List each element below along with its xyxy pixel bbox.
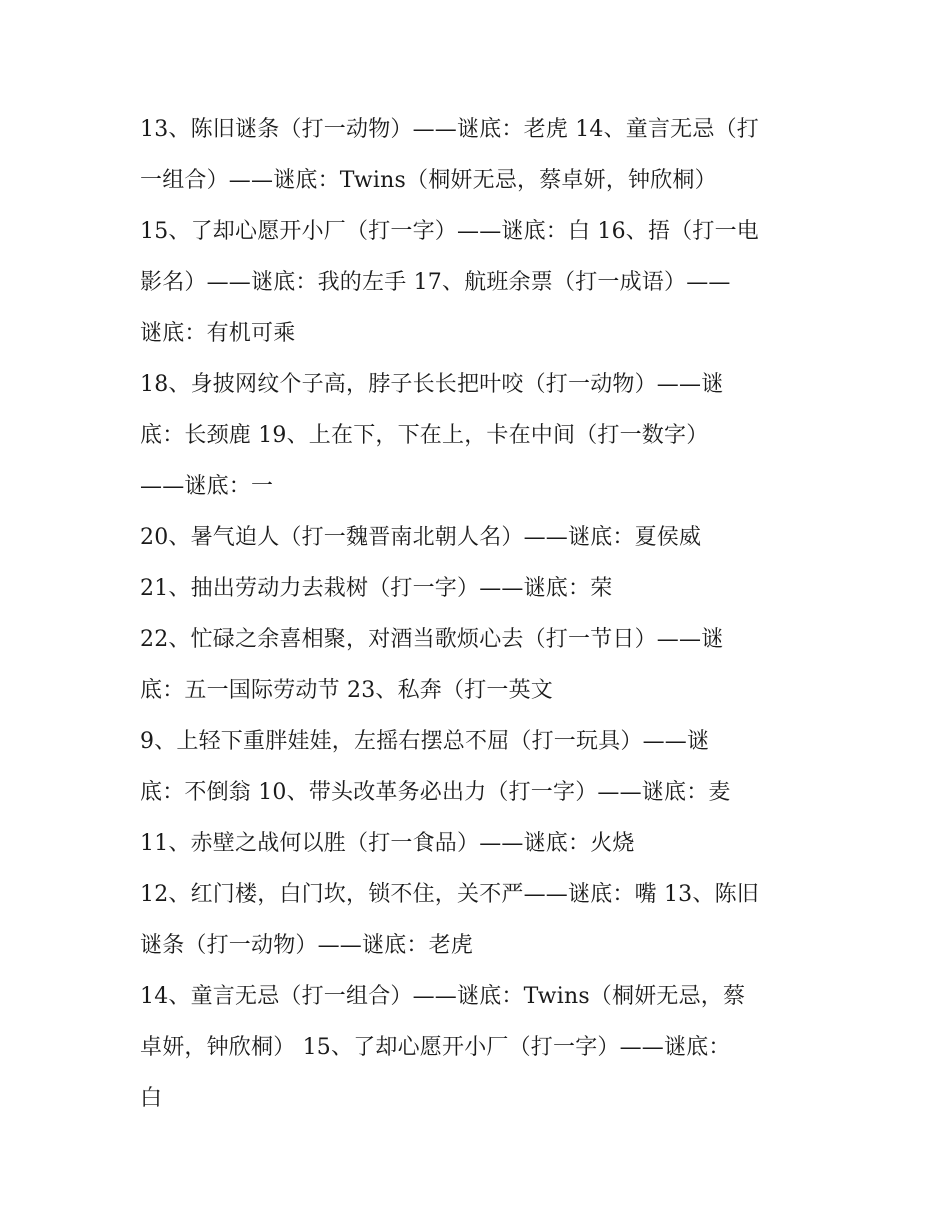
text-line: 15、了却心愿开小厂（打一字）——谜底：白 16、捂（打一电 — [140, 219, 759, 244]
text-line: 底：长颈鹿 19、上在下，下在上，卡在中间（打一数字） — [140, 423, 709, 448]
text-line: 21、抽出劳动力去栽树（打一字）——谜底：荣 — [140, 576, 613, 601]
text-line: 18、身披网纹个子高，脖子长长把叶咬（打一动物）——谜 — [140, 372, 724, 397]
text-line: 白 — [140, 1086, 163, 1111]
text-line: 底：五一国际劳动节 23、私奔（打一英文 — [140, 678, 553, 703]
text-line: 14、童言无忌（打一组合）——谜底：Twins（桐妍无忌，蔡 — [140, 984, 746, 1009]
text-line: 13、陈旧谜条（打一动物）——谜底：老虎 14、童言无忌（打 — [140, 117, 759, 142]
text-line: 卓妍，钟欣桐） 15、了却心愿开小厂（打一字）——谜底： — [140, 1035, 731, 1060]
text-line: 谜条（打一动物）——谜底：老虎 — [140, 933, 474, 958]
document-body — [140, 104, 820, 1124]
text-line: 一组合）——谜底：Twins（桐妍无忌，蔡卓妍，钟欣桐） — [140, 168, 717, 193]
text-line: 谜底：有机可乘 — [140, 321, 296, 346]
text-line: 12、红门楼，白门坎，锁不住，关不严——谜底：嘴 13、陈旧 — [140, 882, 759, 907]
text-line: 22、忙碌之余喜相聚，对酒当歌烦心去（打一节日）——谜 — [140, 627, 724, 652]
text-line: 9、上轻下重胖娃娃，左摇右摆总不屈（打一玩具）——谜 — [140, 729, 710, 754]
text-line: 20、暑气迫人（打一魏晋南北朝人名）——谜底：夏侯威 — [140, 525, 702, 550]
text-line: 影名）——谜底：我的左手 17、航班余票（打一成语）—— — [140, 270, 731, 295]
text-line: 11、赤壁之战何以胜（打一食品）——谜底：火烧 — [140, 831, 635, 856]
text-line: ——谜底：一 — [140, 474, 274, 499]
text-line: 底：不倒翁 10、带头改革务必出力（打一字）——谜底：麦 — [140, 780, 731, 805]
